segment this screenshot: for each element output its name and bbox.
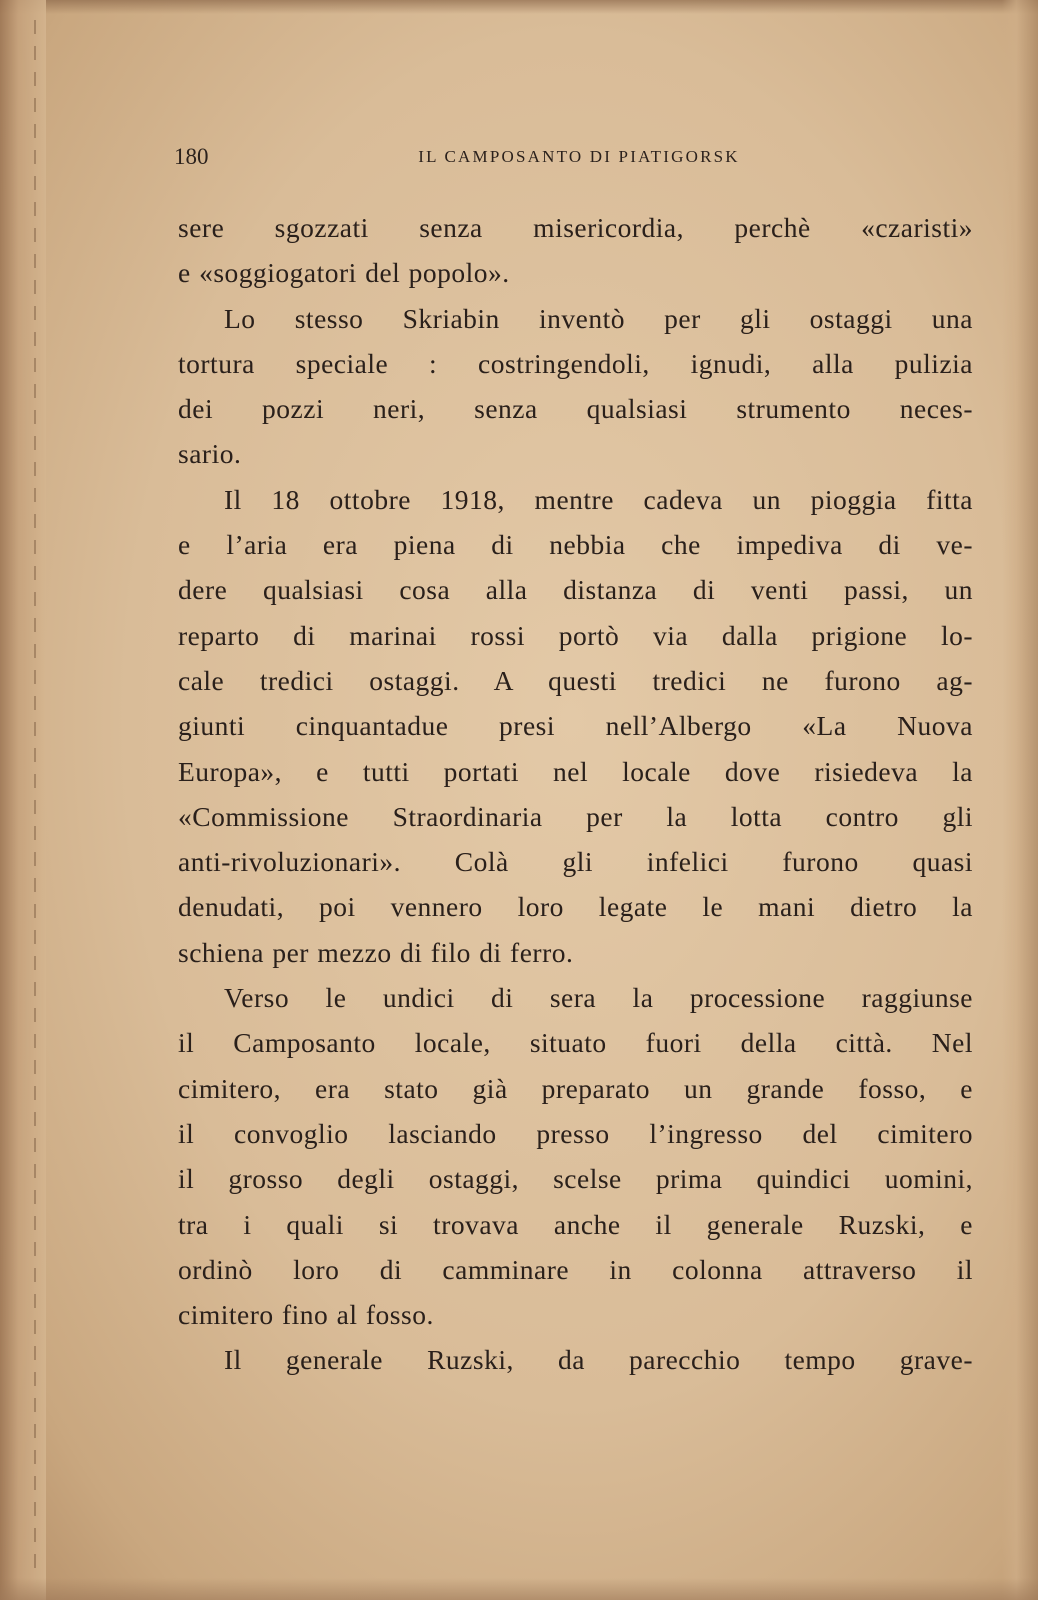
text-line: cimitero fino al fosso.	[178, 1299, 434, 1331]
page-number: 180	[174, 144, 209, 169]
text-line: e «soggiogatori del popolo».	[178, 257, 510, 289]
text-line: schiena per mezzo di filo di ferro.	[178, 936, 574, 968]
text-line: tortura speciale : costringendoli, ignudi, alla pulizia	[178, 347, 973, 379]
text-line: dei pozzi neri, senza qualsiasi strumento neces-	[178, 393, 973, 425]
text-line: anti-rivoluzionari». Colà gli infelici furono quasi	[178, 846, 973, 878]
text-line: Lo stesso Skriabin inventò per gli ostaggi una	[224, 302, 973, 334]
binding-stitch	[34, 20, 36, 1580]
text-line: cale tredici ostaggi. A questi tredici ne furono ag-	[178, 664, 973, 696]
text-line: «Commissione Straordinaria per la lotta contro gli	[178, 800, 973, 832]
text-line: il Camposanto locale, situato fuori della città. Nel	[178, 1027, 973, 1059]
running-head: IL CAMPOSANTO DI PIATIGORSK	[418, 147, 740, 166]
text-line: Verso le undici di sera la processione raggiunse	[224, 982, 973, 1014]
text-line: reparto di marinai rossi portò via dalla prigione lo-	[178, 619, 973, 651]
text-line: Europa», e tutti portati nel locale dove risiedeva la	[178, 755, 973, 787]
text-line: cimitero, era stato già preparato un grande fosso, e	[178, 1072, 973, 1104]
page-edge-right	[1002, 0, 1038, 1600]
page-header	[174, 144, 964, 174]
page-edge-left	[0, 0, 46, 1600]
text-line: e l’aria era piena di nebbia che impediva di ve-	[178, 529, 973, 561]
text-line: Il generale Ruzski, da parecchio tempo grave-	[224, 1344, 973, 1376]
text-line: sere sgozzati senza misericordia, perchè «czaristi»	[178, 212, 973, 243]
page-edge-top	[0, 0, 1038, 14]
text-line: dere qualsiasi cosa alla distanza di venti passi, un	[178, 574, 973, 606]
page-edge-bottom	[0, 1578, 1038, 1600]
text-line: denudati, poi vennero loro legate le mani dietro la	[178, 891, 973, 923]
text-line: sario.	[178, 438, 242, 470]
text-line: Il 18 ottobre 1918, mentre cadeva un pioggia fitta	[224, 483, 973, 515]
body-text	[178, 205, 973, 1383]
text-line: tra i quali si trovava anche il generale Ruzski, e	[178, 1208, 973, 1240]
text-line: giunti cinquantadue presi nell’Albergo «La Nuova	[178, 710, 973, 742]
text-line: il convoglio lasciando presso l’ingresso del cimitero	[178, 1117, 973, 1149]
text-line: il grosso degli ostaggi, scelse prima quindici uomini,	[178, 1163, 973, 1195]
text-line: ordinò loro di camminare in colonna attraverso il	[178, 1253, 973, 1285]
